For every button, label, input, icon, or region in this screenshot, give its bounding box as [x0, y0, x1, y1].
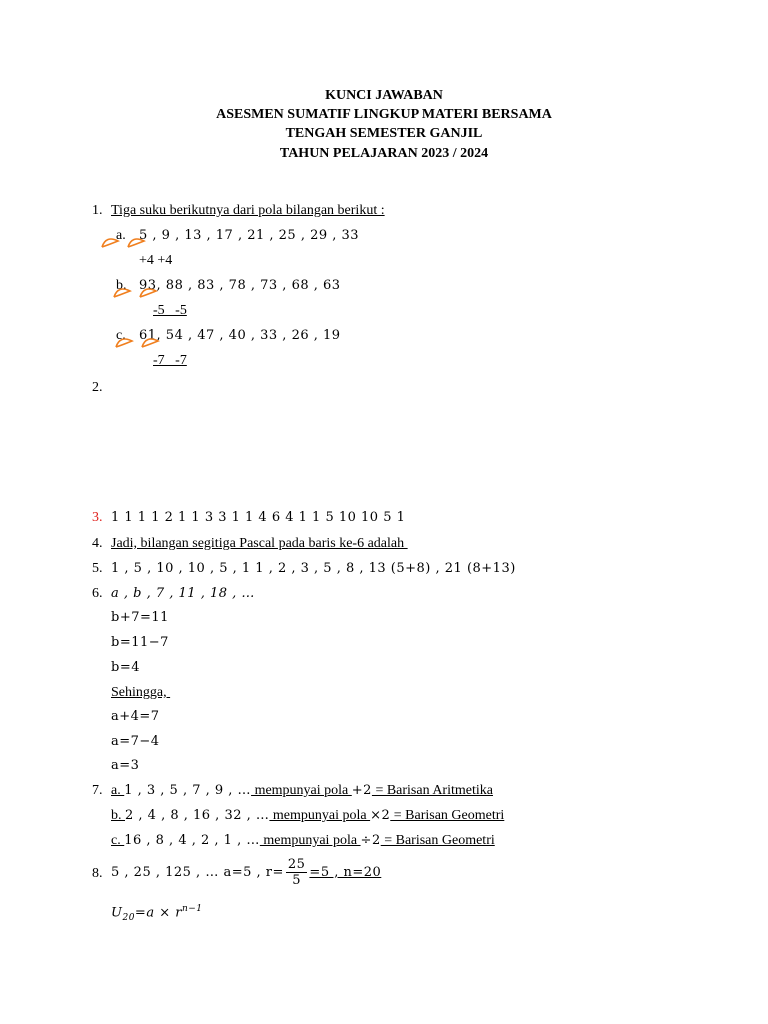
- q4-text: Jadi, bilangan segitiga Pascal pada baris ke-6 adalah: [111, 536, 408, 551]
- q3-number: 3.: [92, 510, 103, 525]
- check-mark-icon: [112, 283, 132, 301]
- q7-a-sequence: 1 , 3 , 5 , 7 , 9 , …: [124, 783, 252, 798]
- q8-formula-u: U: [111, 905, 123, 921]
- q6-equation-4: a+4=7: [111, 709, 160, 724]
- check-mark-icon: [114, 333, 134, 351]
- q4-number: 4.: [92, 536, 103, 551]
- q7-b-operator: ×2: [370, 808, 391, 823]
- q1-prompt: Tiga suku berikutnya dari pola bilangan berikut :: [111, 203, 385, 218]
- q8-given-line: [111, 852, 381, 892]
- q8-formula: [111, 904, 203, 923]
- q1-c-difference: -7 -7: [153, 353, 187, 368]
- title-line-2: ASESMEN SUMATIF LINGKUP MATERI BERSAMA: [216, 107, 552, 122]
- q6-equation-2: b=11−7: [111, 635, 169, 650]
- q6-equation-5: a=7−4: [111, 734, 160, 749]
- q8-formula-exponent: n−1: [181, 904, 203, 914]
- q1-b-label: b.: [116, 278, 127, 293]
- q1-c-sequence: 61, 54 , 47 , 40 , 33 , 26 , 19: [139, 328, 341, 343]
- q7-b-middle: mempunyai pola: [269, 808, 371, 823]
- q7-c-middle: mempunyai pola: [259, 833, 361, 848]
- q7-b-result: = Barisan Geometri: [390, 808, 505, 823]
- check-mark-icon: [100, 233, 120, 251]
- q7-number: 7.: [92, 783, 103, 798]
- q7-c-sequence: 16 , 8 , 4 , 2 , 1 , …: [124, 833, 260, 848]
- q1-b-sequence: 93, 88 , 83 , 78 , 73 , 68 , 63: [139, 278, 341, 293]
- q6-equation-1: b+7=11: [111, 610, 169, 625]
- q1-a-difference: +4 +4: [139, 253, 173, 268]
- q6-sehingga: Sehingga,: [111, 685, 171, 700]
- title-line-3: TENGAH SEMESTER GANJIL: [285, 126, 483, 141]
- q8-sequence: 5 , 25 , 125 , … a=5 , r=: [111, 864, 284, 880]
- q7-a-result: = Barisan Aritmetika: [371, 783, 493, 798]
- q6-equation-6: a=3: [111, 758, 140, 773]
- q8-after-fraction: =5 , n=20: [309, 864, 382, 880]
- q6-sequence: a , b , 7 , 11 , 18 , …: [111, 586, 255, 601]
- q7-c-label: c.: [111, 833, 125, 848]
- q7-c-result: = Barisan Geometri: [380, 833, 495, 848]
- q7-a-line: [111, 783, 493, 799]
- q7-b-sequence: 2 , 4 , 8 , 16 , 32 , …: [125, 808, 270, 823]
- q7-a-operator: +2: [351, 783, 372, 798]
- q1-c-label: c.: [116, 328, 126, 343]
- q8-number: 8.: [92, 866, 103, 881]
- q5-text: 1 , 5 , 10 , 10 , 5 , 1 1 , 2 , 3 , 5 , 8 , 13 (5+8) , 21 (8+13): [111, 561, 516, 576]
- q8-formula-subscript: 20: [122, 912, 135, 923]
- q1-number: 1.: [92, 203, 103, 218]
- q8-formula-middle: =a × r: [134, 905, 182, 921]
- check-mark-icon: [140, 333, 160, 351]
- q1-b-difference: -5 -5: [153, 303, 187, 318]
- q7-c-operator: ÷2: [360, 833, 381, 848]
- q8-fraction-denominator: 5: [292, 872, 302, 888]
- q6-number: 6.: [92, 586, 103, 601]
- q7-b-label: b.: [111, 808, 125, 823]
- check-mark-icon: [126, 233, 146, 251]
- q7-c-line: [111, 833, 495, 849]
- q2-number: 2.: [92, 380, 103, 395]
- q6-equation-3: b=4: [111, 660, 140, 675]
- q7-b-line: [111, 808, 504, 824]
- q1-a-label: a.: [116, 228, 126, 243]
- q1-a-sequence: 5 , 9 , 13 , 17 , 21 , 25 , 29 , 33: [139, 228, 360, 243]
- title-line-4: TAHUN PELAJARAN 2023 / 2024: [279, 146, 489, 161]
- q7-a-label: a.: [111, 783, 125, 798]
- q8-fraction-numerator: 25: [287, 856, 306, 872]
- q5-number: 5.: [92, 561, 103, 576]
- title-line-1: KUNCI JAWABAN: [325, 88, 443, 103]
- check-mark-icon: [138, 283, 158, 301]
- q8-ratio-fraction: [286, 857, 308, 888]
- q3-pascal-rows: 1 1 1 1 2 1 1 3 3 1 1 4 6 4 1 1 5 10 10 5 1: [111, 510, 406, 525]
- q7-a-middle: mempunyai pola: [251, 783, 352, 798]
